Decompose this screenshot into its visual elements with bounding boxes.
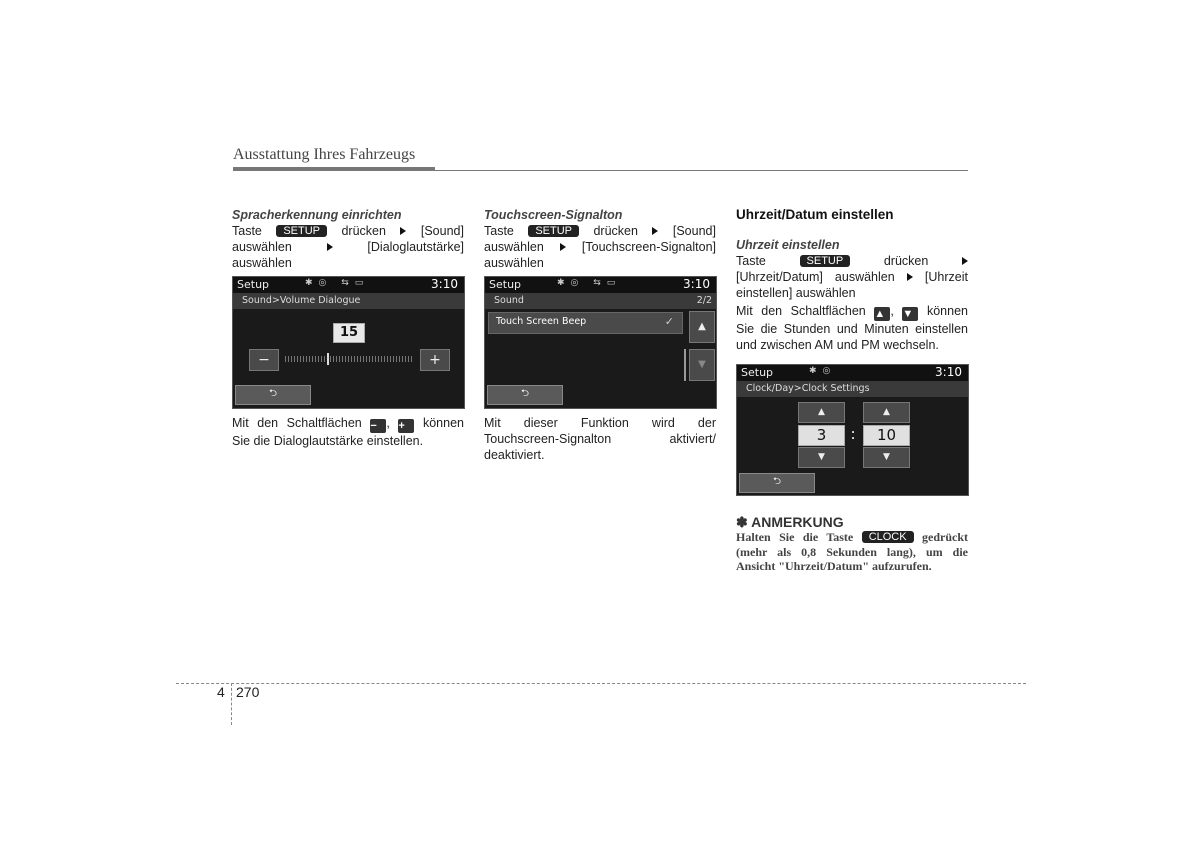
text-line: deaktiviert. (484, 448, 545, 462)
section-subtitle: Spracherkennung einrichten (232, 208, 402, 222)
screen-title: Setup (237, 278, 270, 291)
back-arrow-icon: ⮌ (268, 388, 277, 399)
screen-clock: 3:10 (935, 365, 962, 379)
setup-key-label: SETUP (528, 225, 579, 237)
back-button[interactable] (235, 385, 311, 405)
minus-button-icon: − (370, 419, 386, 433)
setup-key-label: SETUP (276, 225, 327, 237)
column-clock-settings (736, 207, 968, 353)
screen-breadcrumb: Sound (494, 295, 524, 306)
text-fragment: [Uhrzeit (924, 270, 968, 284)
text-fragment: können (926, 304, 968, 318)
text-line: Touchscreen-Signalton aktiviert/ (484, 432, 716, 446)
text-fragment: [Touchscreen-Signalton] (581, 240, 716, 254)
screen-sound-settings (484, 276, 717, 409)
arrow-right-icon (962, 257, 968, 265)
volume-slider[interactable] (285, 356, 413, 362)
text-line (232, 239, 464, 255)
column-2-after-text (484, 415, 716, 463)
text-fragment: Taste (484, 224, 514, 238)
text-line: einstellen] auswählen (736, 286, 856, 300)
text-line: auswählen (232, 256, 292, 270)
footer-rule (176, 683, 1026, 684)
volume-slider-thumb[interactable] (327, 353, 329, 365)
text-line (232, 223, 464, 239)
text-line: Sie die Stunden und Minuten einstellen (736, 322, 968, 336)
triangle-up-icon: ▲ (883, 407, 890, 417)
screen-clock: 3:10 (431, 277, 458, 291)
plus-button-icon: + (398, 419, 414, 433)
arrow-right-icon (327, 243, 333, 251)
text-line: Ansicht "Uhrzeit/Datum" aufzurufen. (736, 559, 932, 573)
section-subtitle: Touchscreen-Signalton (484, 208, 623, 222)
screen-status-bar (485, 277, 716, 293)
text-fragment: [Sound] (672, 224, 716, 238)
time-separator: : (850, 425, 856, 443)
section-heading: Uhrzeit/Datum einstellen (736, 207, 894, 222)
text-fragment: Halten Sie die Taste (736, 530, 854, 544)
arrow-right-icon (652, 227, 658, 235)
minute-value[interactable]: 10 (863, 425, 910, 446)
volume-minus-button[interactable]: − (249, 349, 279, 371)
hour-up-button[interactable] (798, 402, 845, 423)
screen-breadcrumb-bar (485, 293, 716, 309)
minute-up-button[interactable] (863, 402, 910, 423)
text-fragment: gedrückt (922, 530, 969, 544)
hour-down-button[interactable] (798, 447, 845, 468)
note-title: ✽ ANMERKUNG (736, 514, 844, 530)
status-icons: ✱◎ ⇆▭ (557, 278, 622, 288)
footer-vertical-rule (231, 683, 232, 725)
text-fragment: können (422, 416, 464, 430)
triangle-down-icon: ▼ (698, 359, 706, 370)
setup-key-label: SETUP (800, 255, 851, 267)
text-fragment: [Uhrzeit/Datum] auswählen (736, 270, 895, 284)
text-fragment: Taste (736, 254, 766, 268)
text-line (736, 530, 968, 545)
text-fragment: [Sound] (420, 224, 464, 238)
checkmark-icon: ✓ (664, 315, 674, 328)
arrow-right-icon (907, 273, 913, 281)
text-fragment: auswählen (232, 240, 292, 254)
header-rule-thick (233, 167, 435, 171)
screen-title: Setup (489, 278, 522, 291)
screen-status-bar (233, 277, 464, 293)
text-fragment: drücken (593, 224, 638, 238)
up-button-icon: ▲ (874, 307, 890, 321)
volume-plus-button[interactable]: + (420, 349, 450, 371)
triangle-down-icon: ▼ (883, 452, 890, 462)
status-icons: ✱◎ (809, 366, 837, 376)
text-fragment: auswählen (484, 240, 544, 254)
page-header-title: Ausstattung Ihres Fahrzeugs (233, 146, 416, 163)
minute-down-button[interactable] (863, 447, 910, 468)
header-rule-thin (435, 170, 968, 171)
text-fragment: drücken (341, 224, 386, 238)
note-body (736, 530, 968, 574)
screen-breadcrumb: Clock/Day>Clock Settings (746, 383, 870, 394)
back-arrow-icon: ⮌ (772, 476, 781, 487)
column-voice-volume (232, 207, 464, 271)
triangle-down-icon: ▼ (818, 452, 825, 462)
column-1-after-text (232, 415, 464, 449)
screen-clock-settings (736, 364, 969, 496)
text-line: Mit den Schaltflächen − , + können (232, 416, 464, 432)
text-line: (mehr als 0,8 Sekunden lang), um die (736, 544, 968, 559)
text-line (484, 223, 716, 239)
screen-status-bar (737, 365, 968, 381)
text-line (484, 239, 716, 255)
text-line (736, 253, 968, 269)
triangle-up-icon: ▲ (818, 407, 825, 417)
screen-volume-dialogue (232, 276, 465, 409)
screen-breadcrumb: Sound>Volume Dialogue (242, 295, 361, 306)
note-box (736, 514, 968, 574)
text-line: Mit den Schaltflächen ▲ , ▼ können (736, 304, 968, 320)
clock-key-label: CLOCK (862, 531, 914, 543)
text-line: Sie die Dialoglautstärke einstellen. (232, 434, 424, 448)
page-indicator: 2/2 (696, 295, 712, 306)
text-fragment: Mit den Schaltflächen (736, 304, 866, 318)
chapter-number: 4 (217, 684, 225, 700)
screen-clock: 3:10 (683, 277, 710, 291)
status-icons: ✱◎ ⇆▭ (305, 278, 370, 288)
text-line: auswählen (484, 256, 544, 270)
page-number: 270 (236, 684, 260, 700)
scroll-up-button[interactable] (689, 311, 715, 343)
down-button-icon: ▼ (902, 307, 918, 321)
column-touchscreen-beep (484, 207, 716, 271)
back-button[interactable] (487, 385, 563, 405)
hour-value[interactable]: 3 (798, 425, 845, 446)
back-arrow-icon: ⮌ (520, 388, 529, 399)
text-line (736, 269, 968, 285)
text-line: Mit dieser Funktion wird der (484, 416, 716, 430)
screen-breadcrumb-bar (233, 293, 464, 309)
text-fragment: drücken (883, 254, 929, 268)
screen-title: Setup (741, 366, 774, 379)
text-fragment: [Dialoglautstärke] (367, 240, 464, 254)
scrollbar[interactable] (684, 349, 686, 381)
section-subtitle: Uhrzeit einstellen (736, 238, 840, 252)
triangle-up-icon: ▲ (698, 321, 706, 332)
screen-breadcrumb-bar (737, 381, 968, 397)
list-item-label: Touch Screen Beep (496, 316, 587, 327)
scroll-down-button[interactable] (689, 349, 715, 381)
text-fragment: Mit den Schaltflächen (232, 416, 362, 430)
list-item-touch-screen-beep[interactable] (488, 312, 683, 334)
arrow-right-icon (400, 227, 406, 235)
back-button[interactable] (739, 473, 815, 493)
text-fragment: Taste (232, 224, 262, 238)
volume-value: 15 (333, 323, 365, 343)
arrow-right-icon (560, 243, 566, 251)
text-line: und zwischen AM und PM wechseln. (736, 338, 939, 352)
